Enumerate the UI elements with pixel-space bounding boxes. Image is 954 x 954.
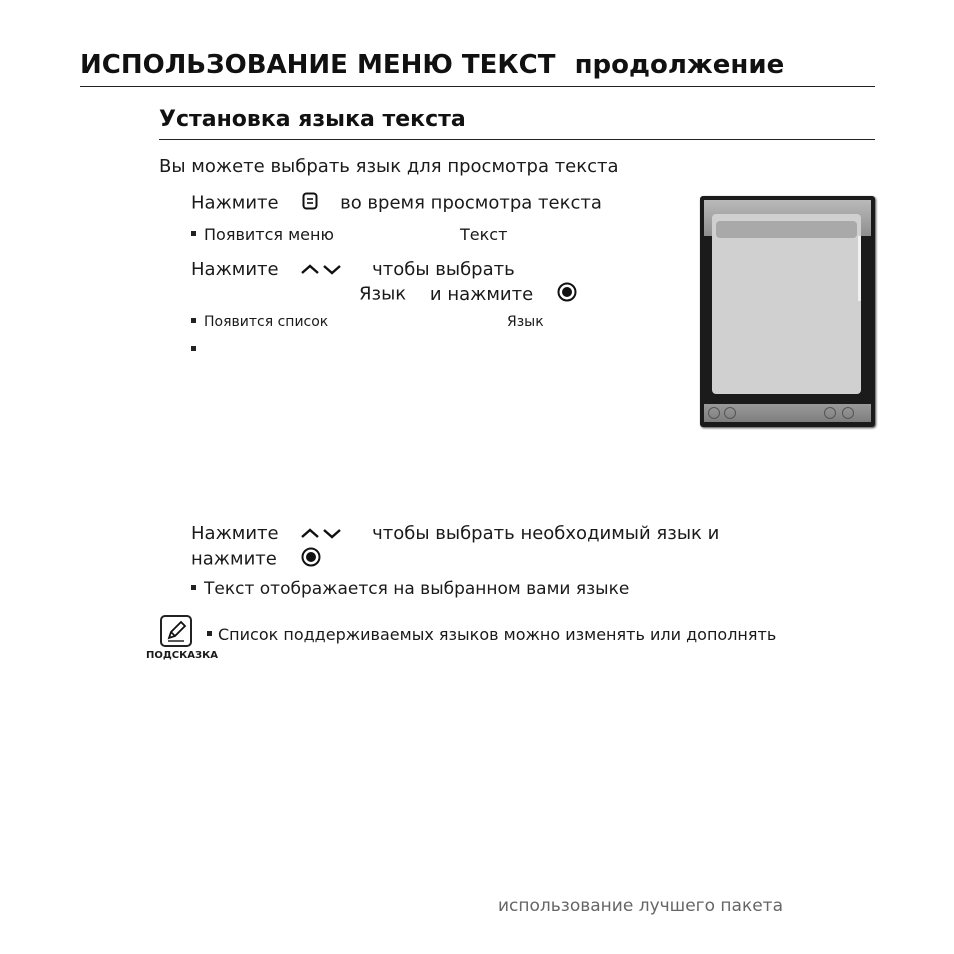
- step1-note-value: Текст: [460, 225, 508, 244]
- step1-line: [191, 192, 602, 215]
- page-title-main: ИСПОЛЬЗОВАНИЕ МЕНЮ ТЕКСТ: [80, 50, 556, 80]
- step3-note-text: Текст отображается на выбранном вами языке: [204, 579, 630, 599]
- step2-line2: [359, 282, 577, 307]
- device-highlight-bar: [716, 221, 857, 238]
- section-rule: [159, 139, 875, 140]
- tip-text-content: Список поддерживаемых языков можно изменять или дополнять: [218, 625, 777, 644]
- step2-note-text: Появится список: [204, 314, 329, 330]
- up-down-arrows-icon: [300, 524, 344, 545]
- device-screen: [700, 196, 875, 427]
- tip-text: [207, 625, 776, 644]
- bullet-icon: [191, 585, 196, 590]
- bullet-icon: [191, 231, 196, 236]
- up-down-arrows-icon: [300, 260, 344, 281]
- step1-note-text: Появится меню: [204, 225, 334, 244]
- bullet-icon: [191, 318, 196, 323]
- step2-note: [191, 314, 328, 330]
- step2-note-value: Язык: [507, 314, 544, 330]
- step3-pre: Нажмите: [191, 523, 279, 544]
- device-status-icon: [724, 407, 736, 419]
- device-status-icon: [824, 407, 836, 419]
- step1-post: во время просмотра текста: [340, 192, 602, 214]
- page-title-suffix: продолжение: [574, 50, 785, 80]
- step3-line: [191, 523, 719, 545]
- step3-note: [191, 579, 629, 599]
- step2-empty-bullet: [191, 342, 204, 358]
- menu-icon: [302, 192, 318, 215]
- bullet-icon: [207, 631, 212, 636]
- title-rule: [80, 86, 875, 87]
- select-button-icon: [557, 282, 577, 307]
- select-button-icon: [301, 547, 321, 572]
- step1-note: [191, 225, 334, 244]
- step2-pre: Нажмите: [191, 259, 279, 280]
- step2-line: [191, 259, 515, 281]
- step1-pre: Нажмите: [191, 192, 279, 214]
- step2-post: чтобы выбрать: [372, 259, 515, 280]
- bullet-icon: [191, 346, 196, 351]
- step3-line2: [191, 547, 321, 572]
- step3-post: чтобы выбрать необходимый язык и: [372, 523, 720, 544]
- device-status-icon: [708, 407, 720, 419]
- section-title: Установка языка текста: [159, 107, 466, 132]
- step3-line2-text: нажмите: [191, 548, 277, 570]
- device-scrollbar: [858, 236, 861, 301]
- step2-line2-post: и нажмите: [429, 283, 534, 305]
- device-menu-panel: [712, 214, 861, 394]
- page-footer: использование лучшего пакета: [498, 896, 783, 916]
- tip-label: ПОДСКАЗКА: [146, 650, 219, 661]
- intro-text: Вы можете выбрать язык для просмотра текста: [159, 156, 619, 177]
- step2-value: Язык: [359, 283, 407, 305]
- tip-pencil-icon: [160, 615, 192, 647]
- page-title: [80, 50, 784, 80]
- device-status-icon: [842, 407, 854, 419]
